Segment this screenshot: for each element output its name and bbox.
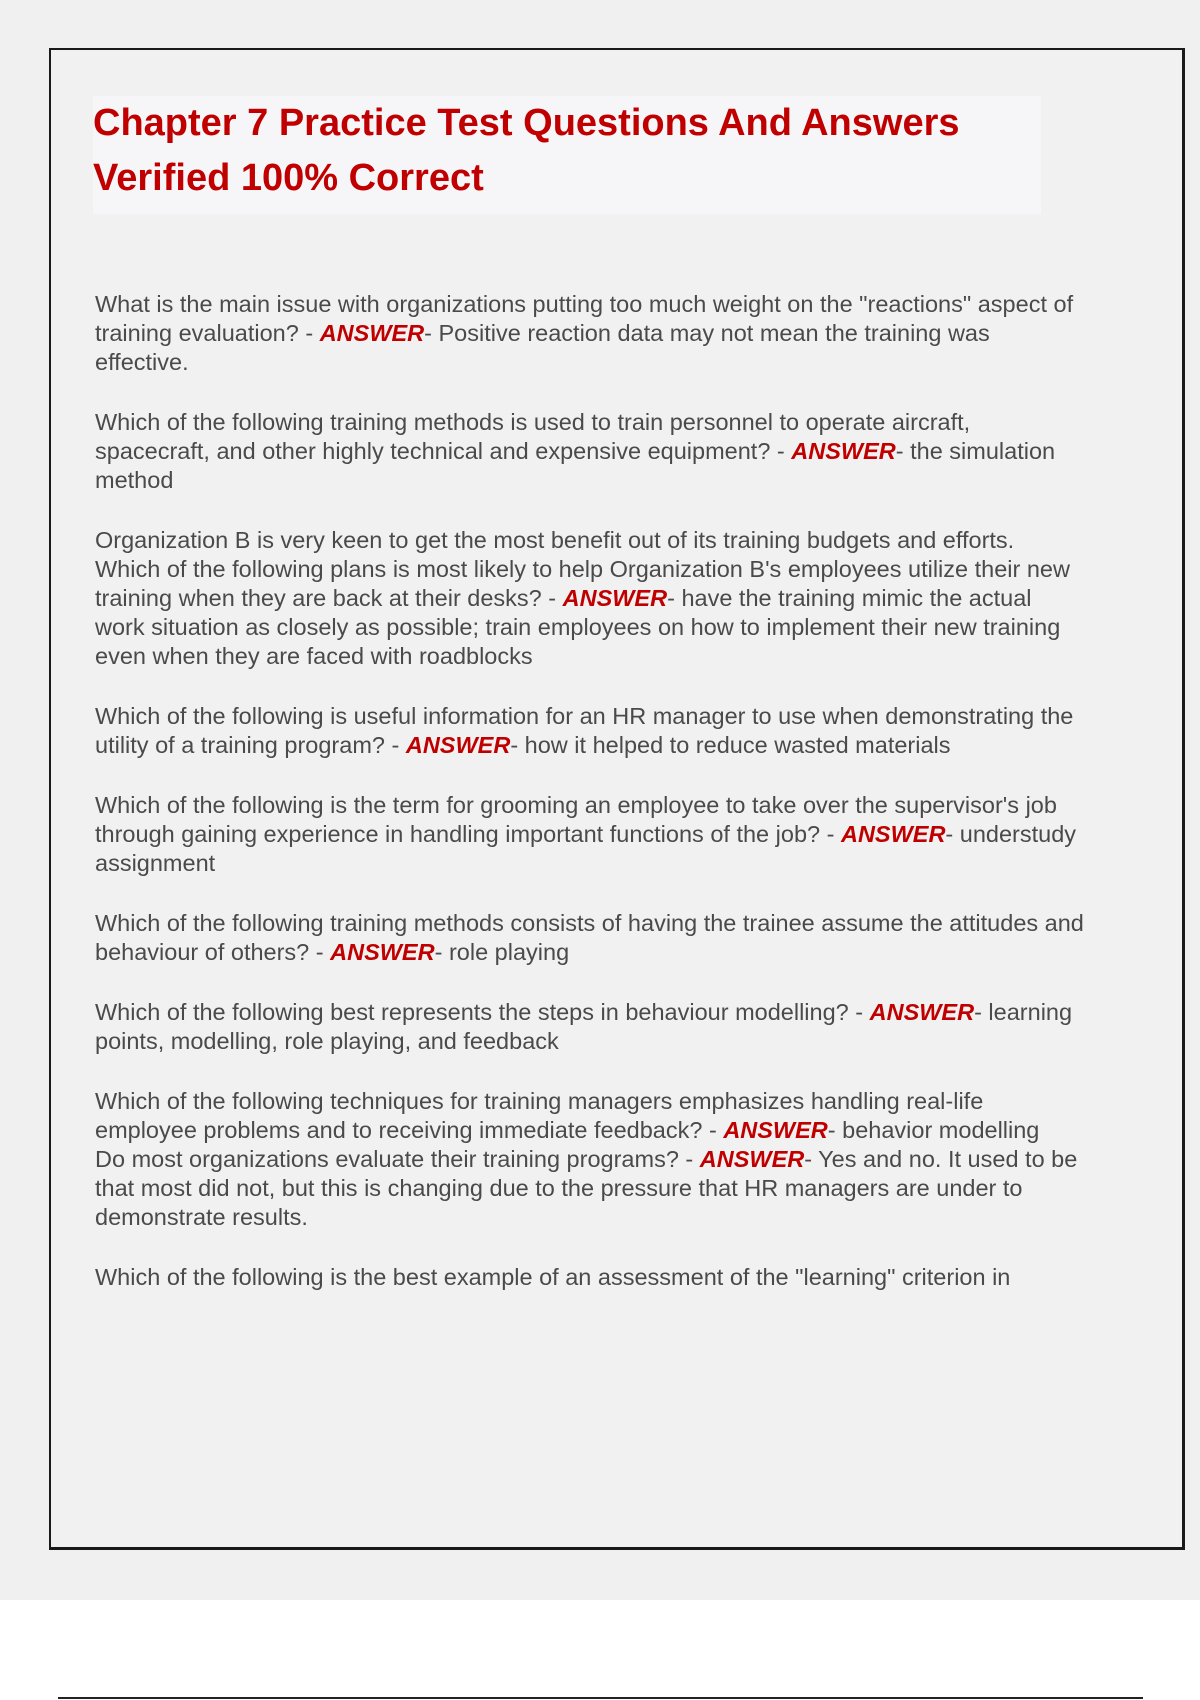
answer-label: ANSWER xyxy=(791,438,896,464)
question-text: Which of the following is useful information for an HR manager to use when demonstrating the utility of a training program? - xyxy=(95,703,1074,758)
answer-label: ANSWER xyxy=(330,939,435,965)
answer-text: - Positive reaction data may not mean the training was effective. xyxy=(95,320,990,375)
question-text: Which of the following training methods is used to train personnel to operate aircraft, spacecraft, and other highly technical and expensive equipment? - xyxy=(95,409,971,464)
answer-text: - Yes and no. It used to be that most did not, but this is changing due to the pressure that HR managers are under to demonstrate results. xyxy=(95,1146,1078,1230)
answer-text: - behavior modelling xyxy=(827,1117,1040,1143)
footer-divider xyxy=(58,1697,1143,1699)
qa-item xyxy=(95,1145,1085,1232)
answer-text: - have the training mimic the actual work situation as closely as possible; train employees on how to implement their new training even when they are faced with roadblocks xyxy=(95,585,1061,669)
answer-text: - role playing xyxy=(434,939,570,965)
question-text: Which of the following training methods consists of having the trainee assume the attitudes and behaviour of others? - xyxy=(95,910,1084,965)
document-title: Chapter 7 Practice Test Questions And Answers Verified 100% Correct xyxy=(93,96,1041,214)
qa-item xyxy=(95,702,1085,760)
answer-label: ANSWER xyxy=(699,1146,805,1172)
answer-text: - the simulation method xyxy=(95,438,1056,493)
answer-label: ANSWER xyxy=(840,821,946,847)
answer-label: ANSWER xyxy=(562,585,668,611)
qa-item xyxy=(95,791,1085,878)
answer-text: - understudy assignment xyxy=(95,821,1077,876)
qa-item xyxy=(95,290,1085,377)
trailing-question-text: Which of the following is the best example of an assessment of the "learning" criterion in xyxy=(95,1264,1011,1290)
answer-text: - learning points, modelling, role playing, and feedback xyxy=(95,999,1073,1054)
answer-label: ANSWER xyxy=(723,1117,828,1143)
question-text: What is the main issue with organizations putting too much weight on the "reactions" aspect of training evaluation? - xyxy=(95,291,1074,346)
answer-label: ANSWER xyxy=(405,732,511,758)
qa-item xyxy=(95,998,1085,1056)
answer-label: ANSWER xyxy=(319,320,425,346)
question-text: Which of the following best represents the steps in behaviour modelling? - xyxy=(95,999,870,1025)
qa-item xyxy=(95,408,1085,495)
question-text: Which of the following is the term for grooming an employee to take over the supervisor's job through gaining experience in handling important functions of the job? - xyxy=(95,792,1057,847)
answer-label: ANSWER xyxy=(869,999,975,1025)
qa-list xyxy=(95,290,1085,1323)
question-text: Which of the following techniques for training managers emphasizes handling real-life employee problems and to receiving immediate feedback? - xyxy=(95,1088,984,1143)
answer-text: - how it helped to reduce wasted materials xyxy=(510,732,951,758)
qa-item xyxy=(95,909,1085,967)
question-text: Do most organizations evaluate their training programs? - xyxy=(95,1146,700,1172)
question-text: Organization B is very keen to get the most benefit out of its training budgets and efforts. Which of the following plans is most likely to help Organization B's employees utilize their new training when they are back at their desks? - xyxy=(95,527,1070,611)
qa-item xyxy=(95,1087,1085,1145)
qa-item xyxy=(95,526,1085,671)
